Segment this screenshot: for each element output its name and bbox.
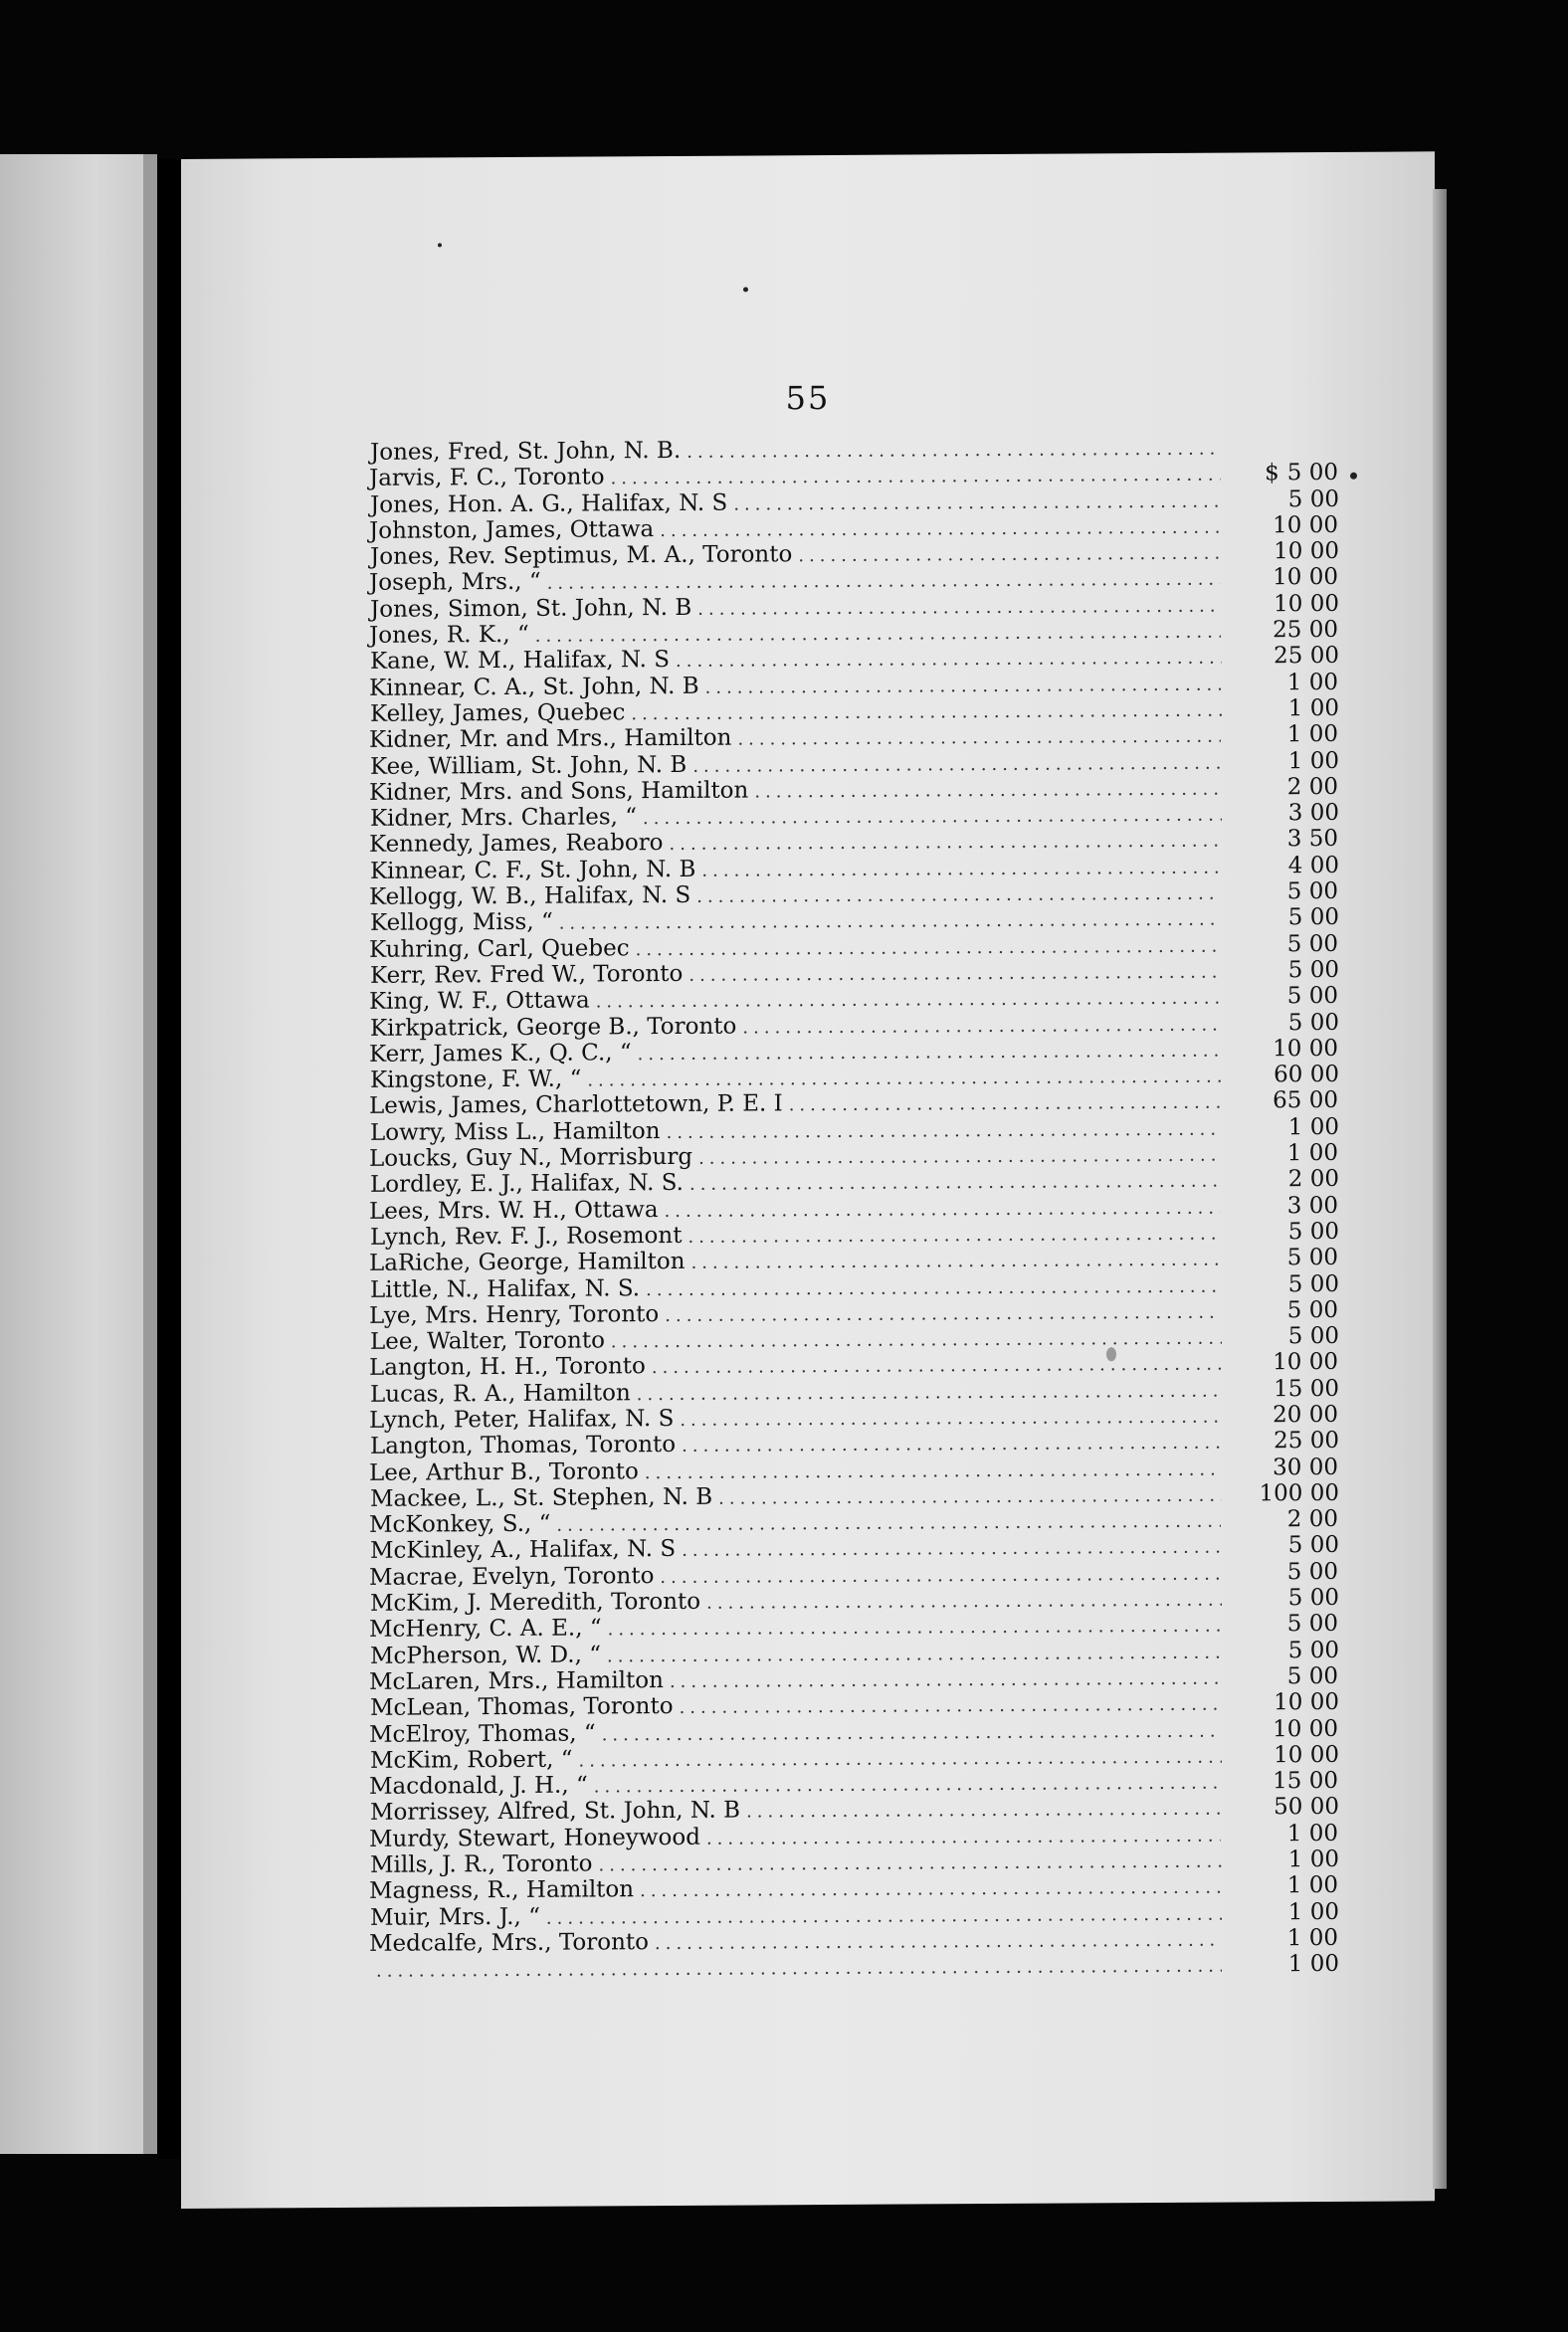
amount-value: 1 00 [1286,721,1338,748]
subscriber-name: Loucks, Guy N., Morrisburg [369,1143,693,1172]
subscriber-name: McLean, Thomas, Toronto [370,1693,674,1722]
list-item [369,721,1344,753]
dot-leader [556,1509,1221,1539]
subscription-amount [1228,1638,1345,1664]
amount-value: 10 00 [1273,511,1338,539]
subscription-amount [1228,1428,1345,1455]
subscriber-name: Johnston, James, Ottawa [369,515,655,544]
list-item [369,1559,1344,1591]
dot-leader [705,672,1221,700]
subscription-amount [1227,1715,1344,1742]
subscriber-name: Kuhring, Carl, Quebec [369,934,630,963]
amount-value: 2 00 [1286,1506,1338,1533]
subscriber-name: Kidner, Mrs. and Sons, Hamilton [369,777,749,806]
amount-value: 5 00 [1287,1218,1339,1246]
dot-leader [602,1718,1221,1748]
subscriber-name: Lye, Mrs. Henry, Toronto [369,1300,660,1329]
amount-value: 5 00 [1287,1270,1339,1297]
subscription-amount [1228,1062,1345,1088]
subscription-amount [1227,1506,1344,1533]
dot-leader [789,1090,1221,1119]
subscriber-name: Murdy, Stewart, Honeywood [369,1824,700,1852]
amount-value: 1 00 [1287,1113,1339,1140]
subscription-amount [1227,1087,1344,1114]
amount-value: 5 00 [1286,1662,1338,1690]
amount-value: 5 00 [1287,1322,1339,1350]
list-item [369,983,1344,1015]
amount-value: 10 00 [1274,590,1339,618]
subscriber-name: Lynch, Peter, Halifax, N. S [369,1405,675,1434]
book-gutter [157,159,181,2159]
subscriber-name: McKinley, A., Halifax, N. S [370,1536,677,1565]
subscription-amount [1228,747,1345,774]
subscription-amount [1227,564,1344,591]
amount-value: 60 00 [1274,1062,1339,1088]
dot-leader [706,1823,1221,1851]
list-item [369,1454,1344,1485]
subscriber-name: Kellogg, W. B., Halifax, N. S [369,881,691,910]
subscriber-name: Kinnear, C. F., St. John, N. B [370,856,696,884]
page-edge [1433,189,1447,2189]
amount-value: 10 00 [1273,1035,1338,1063]
amount-value: 10 00 [1273,564,1338,591]
subscriber-name: Jones, Hon. A. G., Halifax, N. S [370,489,728,518]
list-item [369,1506,1344,1538]
subscriber-name: McLaren, Mrs., Hamilton [369,1666,664,1695]
subscriber-name: Joseph, Mrs., “ [369,569,541,597]
currency-symbol: $ [1265,460,1279,486]
amount-value: 5 00 [1286,1611,1338,1638]
subscription-amount [1227,930,1344,957]
subscription-amount [1228,957,1345,984]
list-item [369,617,1344,649]
dot-leader [655,1928,1221,1958]
amount-value: 1 00 [1286,1139,1338,1167]
dot-leader [691,1248,1221,1277]
subscriber-name: Lordley, E. J., Halifax, N. S. [370,1170,684,1199]
subscriber-name: McKonkey, S., “ [369,1510,551,1539]
amount-value: 65 00 [1273,1087,1338,1114]
amount-value: 25 00 [1274,1428,1339,1455]
list-item [369,1087,1344,1119]
amount-value: 5 00 [1286,1558,1338,1585]
subscriber-name: Langton, Thomas, Toronto [370,1432,677,1460]
subscription-amount [1228,1898,1345,1925]
subscription-amount [1227,1349,1344,1376]
subscription-amount [1227,1454,1344,1480]
subscriber-name: Little, N., Halifax, N. S. [370,1274,641,1303]
subscriber-name: Kennedy, James, Reaboro [369,830,664,859]
amount-value: 1 00 [1287,694,1339,722]
subscription-amount [1227,1192,1344,1219]
list-item [369,1768,1344,1800]
amount-value: 5 00 [1287,956,1339,984]
dot-leader [754,776,1221,805]
amount-value: 3 50 [1286,826,1338,853]
subscription-amount [1228,800,1345,827]
subscription-amount [1228,1794,1345,1821]
dot-leader [737,724,1221,753]
amount-value: 1 00 [1286,1872,1338,1899]
subscription-amount [1228,538,1345,565]
amount-value: 10 00 [1273,1715,1338,1742]
list-item [369,1611,1344,1643]
subscriber-name: Macrae, Evelyn, Toronto [369,1562,655,1591]
list-item [369,670,1344,701]
amount-value: 10 00 [1274,1689,1339,1716]
amount-value: 5 00 [1287,1009,1339,1036]
dot-leader [652,1352,1221,1382]
subscription-amount [1227,1611,1344,1638]
subscriber-name: Kirkpatrick, George B., Toronto [370,1013,737,1042]
subscriber-name: Lee, Arthur B., Toronto [369,1458,639,1486]
subscription-amount [1227,983,1344,1010]
subscriber-name: Jones, Fred, St. John, N. B. [370,437,682,466]
subscription-amount [1228,1270,1345,1297]
subscription-amount [1228,695,1345,722]
subscription-amount [1227,1245,1344,1271]
dot-leader [547,567,1221,597]
subscription-amount [1228,1585,1345,1612]
list-item [369,564,1344,596]
subscription-amount [1228,853,1345,879]
list-item [369,1297,1344,1329]
list-item [369,1192,1344,1224]
subscriber-name: Mackee, L., St. Stephen, N. B [370,1483,713,1512]
amount-value: 1 00 [1286,1924,1338,1952]
subscription-amount [1227,1036,1344,1063]
subscriber-name: King, W. F., Ottawa [369,987,590,1016]
amount-value: 5 00 [1286,1296,1338,1324]
subscriber-name: Kee, William, St. John, N. B [370,751,687,780]
amount-value: 15 00 [1273,1768,1338,1795]
subscriber-name: Kidner, Mrs. Charles, “ [370,804,638,832]
list-item [369,1140,1344,1172]
subscription-amount [1228,1009,1345,1036]
list-item [369,774,1344,806]
subscriber-name: McElroy, Thomas, “ [369,1720,596,1748]
dot-leader [698,1143,1221,1173]
amount-value: 3 00 [1287,800,1339,827]
dot-leader [665,1299,1221,1329]
dot-leader [376,1954,1222,1985]
dot-leader [640,1875,1221,1905]
subscription-amount [1228,1323,1345,1350]
subscription-amount [1227,1768,1344,1795]
amount-value: 10 00 [1274,538,1339,565]
subscription-amount [1227,1559,1344,1586]
subscriber-name: Lowry, Miss L., Hamilton [370,1117,661,1146]
amount-value: 1 00 [1286,1820,1338,1846]
subscription-amount [1227,721,1344,748]
subscriber-name: LaRiche, George, Hamilton [369,1249,686,1277]
subscription-amount [1228,904,1345,931]
dot-leader [636,933,1221,963]
amount-value: 2 00 [1287,1166,1339,1193]
subscriber-name: Jarvis, F. C., Toronto [369,464,605,492]
amount-value: 5 00 [1287,1637,1339,1663]
amount-value: 3 00 [1286,1192,1338,1219]
dot-leader [645,1457,1221,1486]
list-item [369,930,1344,962]
amount-value: 5 00 [1286,983,1338,1010]
list-item [369,1402,1344,1434]
subscription-amount [1227,878,1344,905]
list-item [369,1872,1344,1904]
subscriber-name: Jones, Rev. Septimus, M. A., Toronto [370,541,793,571]
subscription-amount [1228,1166,1345,1193]
subscription-amount [1227,1821,1344,1847]
subscription-amount [1228,1689,1345,1716]
amount-value: 100 00 [1259,1479,1339,1507]
subscriber-name: Kinnear, C. A., St. John, N. B [369,673,699,701]
dot-leader [680,1405,1221,1435]
amount-value: 25 00 [1274,643,1339,670]
subscriber-name: Lees, Mrs. W. H., Ottawa [369,1196,659,1225]
amount-value: 1 00 [1287,747,1339,774]
subscription-amount [1227,617,1344,644]
subscription-amount [1228,1742,1345,1769]
subscriber-name: McHenry, C. A. E., “ [369,1615,602,1644]
amount-value: 15 00 [1274,1375,1339,1402]
amount-value: 5 00 [1286,460,1338,486]
amount-value: 30 00 [1273,1454,1338,1480]
dot-leader [665,1195,1221,1225]
subscription-amount [1228,591,1345,618]
subscriber-name: Magness, R., Hamilton [369,1876,635,1905]
dot-leader [670,1666,1221,1696]
list-item [369,1821,1344,1852]
subscription-amount [1228,1951,1345,1978]
subscriber-name: Lewis, James, Charlottetown, P. E. I [369,1090,783,1120]
subscription-list [370,434,1345,1984]
subscriber-name: McPherson, W. D., “ [370,1642,601,1669]
amount-value: 5 00 [1286,1245,1338,1271]
subscriber-name: Kingstone, F. W., “ [370,1066,582,1093]
subscriber-name: Kane, W. M., Halifax, N. S [370,647,670,676]
subscriber-name: Kidner, Mr. and Mrs., Hamilton [369,724,732,754]
subscriber-name: Muir, Mrs. J., “ [370,1903,540,1931]
facing-page-edge [0,154,157,2154]
subscriber-name: Lynch, Rev. F. J., Rosemont [370,1222,683,1251]
subscription-amount [1227,460,1344,486]
list-item [369,878,1344,910]
subscriber-name: Jones, R. K., “ [369,621,529,649]
amount-value: 5 00 [1287,904,1339,931]
amount-value: 5 00 [1286,930,1338,957]
subscription-amount [1228,643,1345,670]
subscription-amount [1227,1872,1344,1899]
subscription-amount [1227,1925,1344,1952]
subscriber-name: Mills, J. R., Toronto [370,1850,593,1878]
list-item [369,1663,1344,1695]
subscriber-name: McKim, J. Meredith, Toronto [370,1588,701,1617]
dot-leader [696,881,1221,911]
list-item [369,1036,1344,1068]
dot-leader [611,463,1221,492]
subscription-amount [1228,1480,1345,1507]
page-number: 55 [785,379,831,418]
subscriber-name: Kerr, Rev. Fred W., Toronto [370,960,684,989]
document-page [181,151,1435,2209]
subscriber-name: Jones, Simon, St. John, N. B [370,594,692,623]
amount-value: 10 00 [1274,1741,1339,1769]
list-item [369,512,1344,544]
subscription-amount [1227,512,1344,539]
amount-value: 5 00 [1287,1532,1339,1559]
amount-value: 25 00 [1273,616,1338,644]
subscriber-name: Langton, H. H., Toronto [369,1353,646,1382]
amount-value: 2 00 [1286,773,1338,801]
subscriber-name: Medcalfe, Mrs., Toronto [369,1929,650,1957]
subscriber-name: Kellogg, Miss, “ [370,909,553,937]
subscription-amount [1228,1846,1345,1873]
amount-value: 1 00 [1286,669,1338,695]
subscriber-name: Kelley, James, Quebec [370,699,626,727]
dot-leader [594,1771,1221,1801]
subscription-amount [1228,454,1345,455]
amount-value: 10 00 [1273,1349,1338,1376]
amount-value: 50 00 [1274,1794,1339,1821]
subscription-amount [1227,1297,1344,1324]
subscription-amount [1227,1663,1344,1690]
subscription-amount [1228,1114,1345,1141]
subscription-amount [1227,670,1344,696]
amount-value: 1 00 [1287,1951,1339,1978]
subscription-amount [1227,1402,1344,1429]
subscription-amount [1228,1376,1345,1403]
list-item [369,826,1344,858]
dot-leader [660,1561,1221,1591]
subscription-amount [1228,1219,1345,1246]
list-item [369,1715,1344,1747]
dot-leader [638,1038,1221,1068]
subscriber-name: Morrissey, Alfred, St. John, N. B [370,1798,741,1827]
amount-value: 5 00 [1286,877,1338,905]
dot-leader [660,515,1221,545]
subscription-amount [1228,1532,1345,1559]
amount-value: 1 00 [1287,1846,1339,1873]
subscriber-name: Kerr, James K., Q. C., “ [369,1040,632,1068]
subscription-amount [1227,1140,1344,1167]
dot-leader [596,986,1221,1016]
amount-value: 1 00 [1287,1898,1339,1925]
subscription-amount [1228,486,1345,512]
list-item [369,1245,1344,1276]
subscriber-name: Lucas, R. A., Hamilton [370,1379,631,1408]
dot-leader [608,1614,1221,1644]
dot-leader [535,620,1221,651]
amount-value: 5 00 [1287,1584,1339,1612]
list-item [369,1925,1344,1957]
subscriber-name: Macdonald, J. H., “ [369,1772,588,1800]
list-item [369,1349,1344,1381]
amount-value: 4 00 [1287,852,1339,878]
list-item [369,460,1344,491]
dot-leader [670,829,1221,859]
subscription-amount [1227,826,1344,853]
subscription-amount [1227,774,1344,801]
subscriber-name: Lee, Walter, Toronto [370,1327,605,1355]
amount-value: 5 00 [1287,486,1339,512]
amount-value: 20 00 [1273,1401,1338,1429]
subscriber-name: McKim, Robert, “ [370,1746,573,1774]
